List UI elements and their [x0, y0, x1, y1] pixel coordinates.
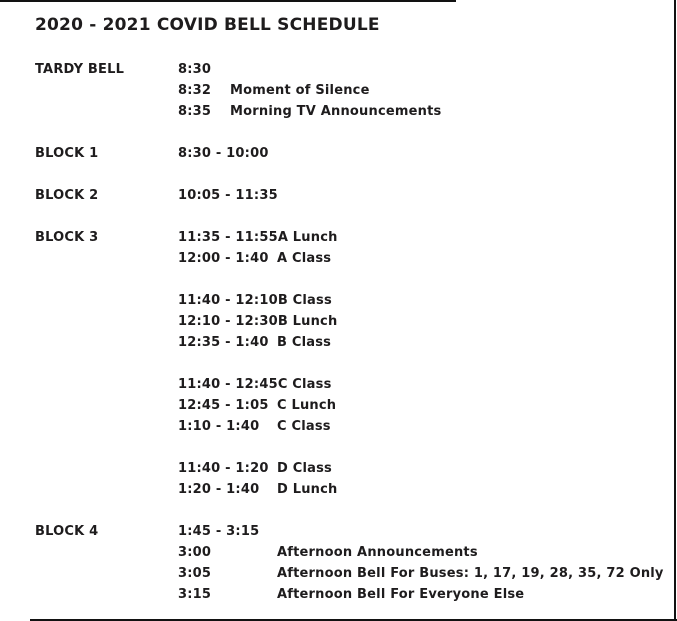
row-time: 3:00 — [178, 545, 212, 560]
row-group — [178, 521, 664, 605]
schedule-row — [178, 311, 663, 332]
row-group — [178, 227, 663, 269]
scan-edge-right-line — [674, 0, 676, 621]
schedule-section — [35, 143, 663, 164]
row-description: C Lunch — [277, 398, 337, 413]
row-group — [178, 458, 663, 500]
row-description: C Class — [277, 377, 332, 392]
row-time: 10:05 - 11:35 — [178, 188, 278, 203]
schedule-row — [178, 185, 663, 206]
section-lines — [178, 185, 663, 206]
schedule-content — [35, 12, 663, 605]
schedule-row — [178, 101, 663, 122]
schedule-section — [35, 59, 663, 122]
section-lines — [178, 227, 663, 500]
page-title: 2020 - 2021 COVID BELL SCHEDULE — [35, 15, 380, 35]
row-time: 1:20 - 1:40 — [178, 482, 260, 497]
schedule-row — [178, 563, 664, 584]
row-time: 8:35 — [178, 104, 212, 119]
row-time: 12:10 - 12:30 — [178, 314, 278, 329]
section-label: BLOCK 2 — [35, 188, 99, 203]
row-time: 11:40 - 12:10 — [178, 293, 278, 308]
section-label: BLOCK 4 — [35, 524, 99, 539]
scan-edge-top-line — [0, 0, 456, 2]
schedule-row — [178, 248, 663, 269]
row-time: 8:32 — [178, 83, 212, 98]
schedule-section — [35, 185, 663, 206]
row-time: 11:35 - 11:55 — [178, 230, 278, 245]
row-time: 12:00 - 1:40 — [178, 251, 269, 266]
schedule-sections — [35, 59, 663, 605]
schedule-row — [178, 584, 664, 605]
schedule-row — [178, 332, 663, 353]
row-description: D Class — [277, 461, 332, 476]
schedule-section — [35, 521, 663, 605]
row-description: Morning TV Announcements — [230, 104, 442, 119]
row-time: 1:45 - 3:15 — [178, 524, 260, 539]
row-description — [277, 521, 664, 542]
row-time: 8:30 - 10:00 — [178, 146, 269, 161]
section-label: BLOCK 3 — [35, 230, 99, 245]
section-label: BLOCK 1 — [35, 146, 99, 161]
section-lines — [178, 143, 663, 164]
row-description: Afternoon Bell For Buses: 1, 17, 19, 28, 35, 72 Only — [277, 566, 664, 581]
section-label: TARDY BELL — [35, 62, 125, 77]
row-group — [178, 185, 663, 206]
row-time: 11:40 - 1:20 — [178, 461, 269, 476]
row-time: 3:15 — [178, 587, 212, 602]
row-group — [178, 374, 663, 437]
row-description: B Class — [277, 335, 332, 350]
row-time: 3:05 — [178, 566, 212, 581]
schedule-row — [178, 458, 663, 479]
row-description: C Class — [277, 419, 331, 434]
schedule-row — [178, 521, 664, 542]
schedule-row — [178, 227, 663, 248]
row-time: 11:40 - 12:45 — [178, 377, 278, 392]
schedule-row — [178, 395, 663, 416]
row-description — [277, 143, 663, 164]
row-description: Moment of Silence — [230, 83, 370, 98]
schedule-section — [35, 227, 663, 500]
schedule-row — [178, 290, 663, 311]
section-lines — [178, 521, 664, 605]
schedule-row — [178, 374, 663, 395]
row-description: D Lunch — [277, 482, 338, 497]
row-time: 1:10 - 1:40 — [178, 419, 260, 434]
section-lines — [178, 59, 663, 122]
schedule-row — [178, 542, 664, 563]
row-description: B Lunch — [277, 314, 338, 329]
row-group — [178, 59, 663, 122]
row-time: 12:45 - 1:05 — [178, 398, 269, 413]
row-group — [178, 143, 663, 164]
row-group — [178, 290, 663, 353]
schedule-row — [178, 479, 663, 500]
row-description: Afternoon Announcements — [277, 545, 478, 560]
schedule-row — [178, 59, 663, 80]
schedule-row — [178, 80, 663, 101]
row-time: 12:35 - 1:40 — [178, 335, 269, 350]
schedule-row — [178, 416, 663, 437]
row-description — [230, 59, 663, 80]
row-description: A Class — [277, 251, 332, 266]
schedule-row — [178, 143, 663, 164]
row-description: B Class — [277, 293, 332, 308]
row-description: Afternoon Bell For Everyone Else — [277, 587, 525, 602]
row-time: 8:30 — [178, 62, 212, 77]
row-description: A Lunch — [277, 230, 338, 245]
row-description — [278, 185, 663, 206]
